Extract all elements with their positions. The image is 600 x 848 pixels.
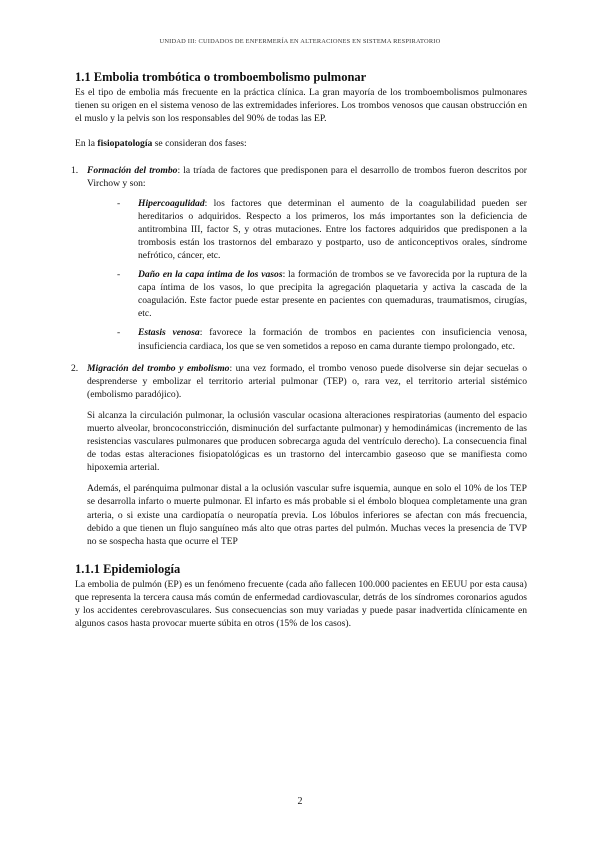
subsection-title: 1.1.1 Epidemiología: [75, 561, 181, 576]
migration-paragraph-1: Si alcanza la circulación pulmonar, la oclusión vascular ocasiona alteraciones respiratorias (aumento del espacio muerto alveolar, broncoconstricción, disminución del surfactante pulmonar) y hemodinámicas (incremento de las resistencias vasculares pulmonares que producen sobrecarga aguda del ventrículo derecho). La consecuencia final de todas estas alteraciones fisiopatológicas es un trastorno del intercambio gaseoso que se manifiesta como hipoxemia arterial.: [87, 409, 527, 474]
list-item-term: Migración del trombo y embolismo: [87, 362, 230, 374]
list-number: 2.: [71, 362, 79, 374]
bullet-desc: : los factores que determinan el aumento de la coagulabilidad pueden ser hereditarios o adquiridos. Respecto a los primeros, los más importantes son la deficiencia de antitrombina III, factor S, y otras mutaciones. Entre los factores adquiridos que predisponen a la trombosis están los trastornos del embarazo y postparto, uso de anticonceptivos orales, síndrome nefrótico, cáncer, etc.: [138, 197, 527, 261]
list-item-text: [87, 362, 527, 401]
bullet-item: [117, 197, 527, 262]
section-title: 1.1 Embolia trombótica o tromboembolismo pulmonar: [75, 70, 367, 84]
list-item: [71, 164, 528, 352]
bullet-text: [138, 326, 527, 352]
page-number: 2: [297, 796, 303, 807]
list-item-desc: : una vez formado, el trombo venoso puede disolverse sin dejar secuelas o desprenderse y embolizar el territorio arterial pulmonar (TEP) o, rara vez, el territorio arterial sistémico (embolismo paradójico).: [87, 362, 527, 400]
fisio-pre-text: En la: [75, 138, 98, 150]
bullet-item: [117, 326, 527, 352]
list-item: [71, 362, 527, 548]
intro-paragraph: Es el tipo de embolia más frecuente en la práctica clínica. La gran mayoría de los tromboembolismos pulmonares tienen su origen en el sistema venoso de las extremidades inferiores. Los trombos venosos que causan obstrucción en el muslo y la pelvis son los responsables del 90% de todas las EP.: [75, 87, 527, 125]
bullet-term: Estasis venosa: [138, 327, 200, 339]
bullet-dash: -: [117, 327, 121, 339]
bullet-term: Daño en la capa íntima de los vasos: [138, 269, 283, 281]
list-item-term: Formación del trombo: [87, 165, 178, 177]
bullet-desc: : favorece la formación de trombos en pacientes con insuficiencia venosa, insuficiencia cardiaca, los que se ven sometidos a reposo en cama durante tiempo prolongado, etc.: [138, 327, 527, 352]
migration-paragraph-2: Además, el parénquima pulmonar distal a la oclusión vascular sufre isquemia, aunque en solo el 10% de los TEP se desarrolla infarto o muerte pulmonar. El infarto es más probable si el émbolo bloquea completamente una gran arteria, o si existe una cardiopatía o neuropatía previa. Los lóbulos inferiores se afectan con más frecuencia, debido a que tienen un flujo sanguíneo más alto que otras partes del pulmón. Muchas veces la presencia de TVP no se sospecha hasta que ocurre el TEP: [87, 483, 527, 547]
bullet-dash: -: [117, 269, 121, 281]
page-content: [71, 70, 528, 630]
bullet-desc: : la formación de trombos se ve favorecida por la ruptura de la capa íntima de los vasos, lo que precipita la agregación plaquetaria y activa la cascada de la coagulación. Este factor puede estar presente en pacientes con quemaduras, traumatismos, cirugías, etc.: [138, 269, 527, 320]
running-header: UNIDAD III: CUIDADOS DE ENFERMERÍA EN ALTERACIONES EN SISTEMA RESPIRATORIO: [159, 38, 441, 45]
fisio-bold-term: fisiopatología: [97, 138, 153, 150]
list-number: 1.: [71, 165, 79, 177]
bullet-dash: -: [117, 197, 121, 209]
fisio-post-text: se consideran dos fases:: [152, 138, 247, 150]
fisiopatologia-paragraph: [75, 137, 527, 150]
bullet-text: [138, 197, 527, 262]
epidemiology-paragraph: La embolia de pulmón (EP) es un fenómeno frecuente (cada año fallecen 100.000 pacientes en EEUU por esta causa) que representa la tercera causa más común de enfermedad cardiovascular, detrás de los síndromes coronarios agudos y los accidentes cerebrovasculares. Sus consecuencias son muy variadas y puede pasar inadvertida clínicamente en algunos casos hasta provocar muerte súbita en otros (15% de los casos).: [75, 578, 527, 630]
phases-list: [71, 164, 528, 547]
list-item-text: [87, 164, 527, 190]
list-item-desc: : la tríada de factores que predisponen para el desarrollo de trombos fueron descritos por Virchow y son:: [87, 165, 528, 190]
bullet-text: [138, 268, 527, 320]
sub-bullet-list: [87, 197, 527, 353]
bullet-term: Hipercoagulidad: [138, 197, 205, 209]
bullet-item: [117, 268, 527, 320]
